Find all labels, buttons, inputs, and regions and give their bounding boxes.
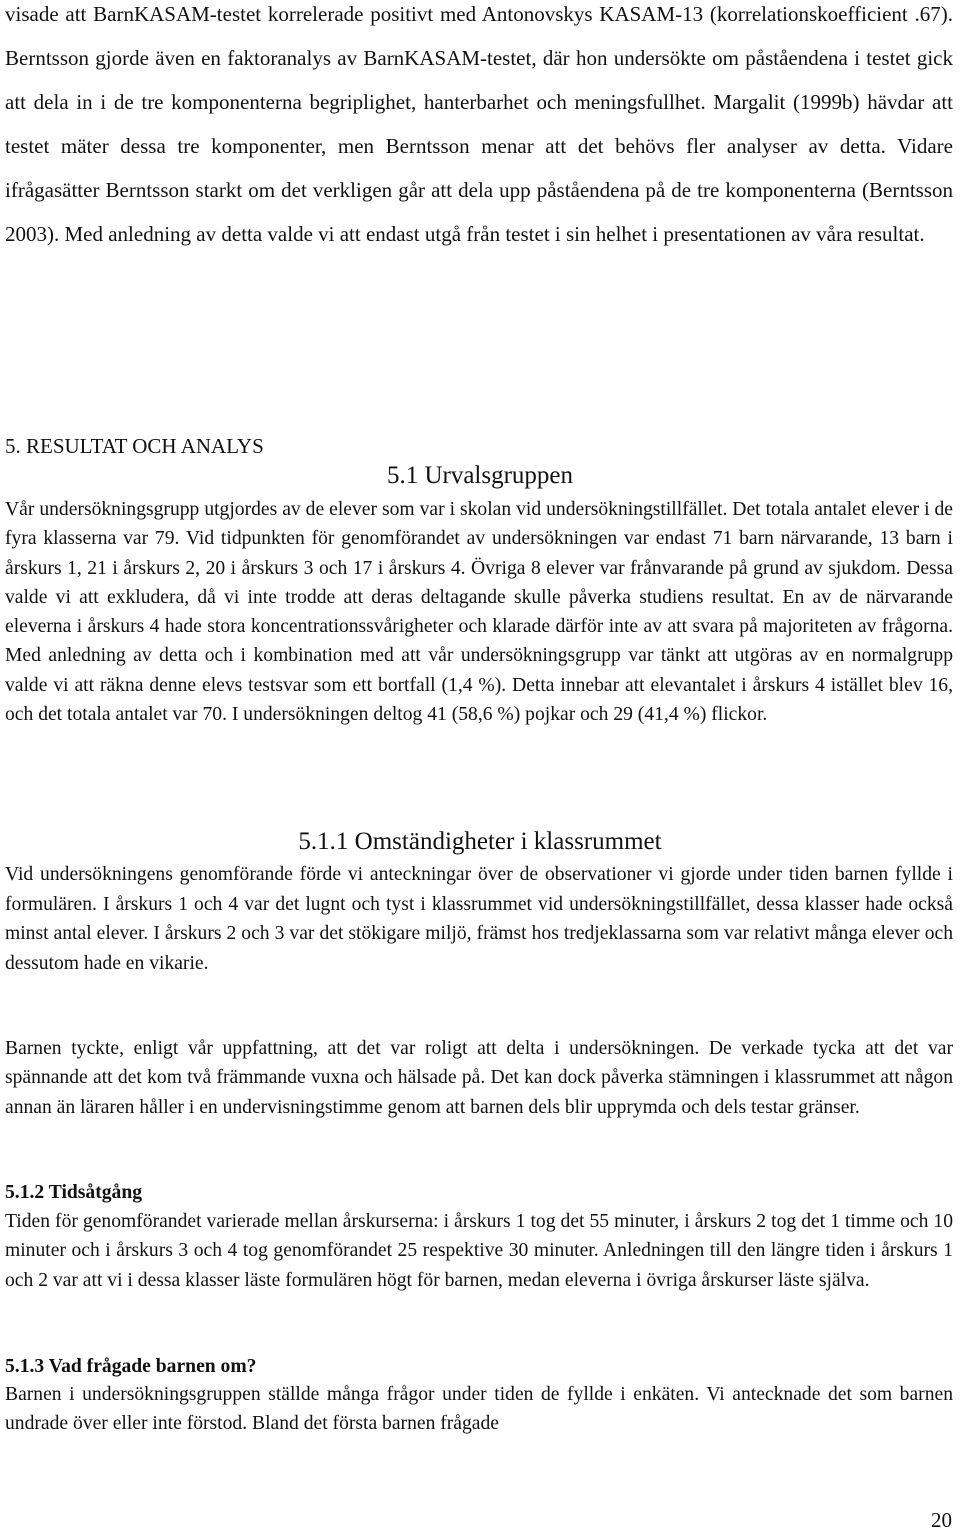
paragraph-barnen-tyckte: Barnen tyckte, enligt vår uppfattning, att det var roligt att delta i undersökningen. De verkade tycka att det var spännande att det kom två främmande vuxna och hälsade på. Det kan dock påverka stämningen i klassrummet att någon annan än läraren håller i en undervisningstimme genom att barnen dels blir upprymda och dels testar gränser. [5, 1038, 953, 1118]
paragraph-omstandigheter: Vid undersökningens genomförande förde vi anteckningar över de observationer vi gjorde under tiden barnen fyllde i formulären. I årskurs 1 och 4 var det lugnt och tyst i klassrummet vid undersökningstillfället, dessa klasser hade också minst antal elever. I årskurs 2 och 3 var det stökigare miljö, främst hos tredjeklassarna som var relativt många elever och dessutom hade en vikarie. [5, 864, 953, 974]
section-heading-tidsatgang: 5.1.2 Tidsåtgång [5, 1182, 143, 1203]
paragraph-tidsatgang: Tiden för genomförandet varierade mellan årskurserna: i årskurs 1 tog det 55 minuter, i årskurs 2 tog det 1 timme och 10 minuter och i årskurs 3 och 4 tog genomförandet 25 respektive 30 minuter. Anledningen till den längre tiden i årskurs 1 och 2 var att vi i dessa klasser läste formulären högt för barnen, medan eleverna i övriga årskurser läste själva. [5, 1211, 953, 1291]
paragraph-vad-fragade: Barnen i undersökningsgruppen ställde många frågor under tiden de fyllde i enkäten. Vi antecknade det som barnen undrade över eller inte förstod. Bland det första barnen frågade [5, 1384, 953, 1434]
intro-paragraph: visade att BarnKASAM-testet korrelerade positivt med Antonovskys KASAM-13 (korrelationskoefficient .67). Berntsson gjorde även en faktoranalys av BarnKASAM-testet, där hon undersökte om påståendena i testet gick att dela in i de tre komponenterna begriplighet, hanterbarhet och meningsfullhet. Margalit (1999b) hävdar att testet mäter dessa tre komponenter, men Berntsson menar att det behövs fler analyser av detta. Vidare ifrågasätter Berntsson starkt om det verkligen går att dela upp påståendena på de tre komponenterna (Berntsson 2003). Med anledning av detta valde vi att endast utgå från testet i sin helhet i presentationen av våra resultat. [5, 2, 953, 246]
section-heading-omstandigheter: 5.1.1 Omständigheter i klassrummet [298, 828, 662, 855]
page-number: 20 [931, 1508, 952, 1532]
chapter-heading: 5. RESULTAT OCH ANALYS [5, 434, 264, 458]
paragraph-urvalsgruppen: Vår undersökningsgrupp utgjordes av de elever som var i skolan vid undersökningstillfället. Det totala antalet elever i de fyra klasserna var 79. Vid tidpunkten för genomförandet av undersökningen var endast 71 barn närvarande, 13 barn i årskurs 1, 21 i årskurs 2, 20 i årskurs 3 och 17 i årskurs 4. Övriga 8 elever var frånvarande på grund av sjukdom. Dessa valde vi att exkludera, då vi inte trodde att deras deltagande skulle påverka studiens resultat. En av de närvarande eleverna i årskurs 4 hade stora koncentrationssvårigheter och klarade därför inte av att svara på majoriteten av frågorna. Med anledning av detta och i kombination med att vår undersökningsgrupp var tänkt att utgöras av en normalgrupp valde vi att räkna denne elevs testsvar som ett bortfall (1,4 %). Detta innebar att elevantalet i årskurs 4 istället blev 16, och det totala antalet var 70. I undersökningen deltog 41 (58,6 %) pojkar och 29 (41,4 %) flickor. [5, 499, 953, 726]
section-heading-urvalsgruppen: 5.1 Urvalsgruppen [386, 462, 574, 489]
section-heading-vad-fragade: 5.1.3 Vad frågade barnen om? [5, 1356, 257, 1377]
